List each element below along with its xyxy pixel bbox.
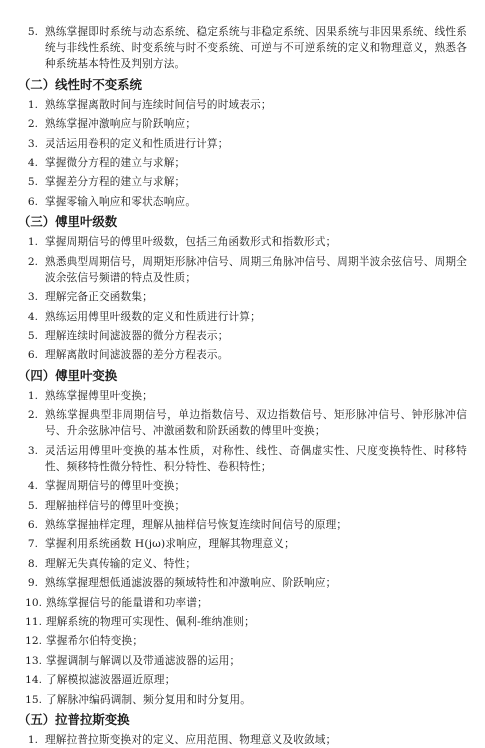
item-text: 掌握希尔伯特变换； [46,635,144,648]
item-text: 熟练掌握抽样定理，理解从抽样信号恢复连续时间信号的原理； [45,519,348,532]
item-text: 熟练掌握傅里叶变换； [45,389,153,402]
list-item [18,595,467,611]
list-item [18,155,467,171]
list-item [18,478,467,494]
item-number: 5. [27,26,38,38]
list-item [18,347,467,363]
item-number: 2. [27,255,38,268]
section-heading: （五）拉普拉斯变换 [18,711,130,727]
item-text: 熟练运用傅里叶级数的定义和性质进行计算； [45,310,261,323]
item-number: 3. [27,444,38,457]
item-text: 灵活运用卷积的定义和性质进行计算； [45,137,229,150]
item-number: 5. [27,176,38,189]
list-item [18,653,467,669]
item-text: 了解模拟滤波器逼近原理； [46,674,176,687]
item-number: 12. [25,635,42,648]
item-text: 理解连续时间滤波器的微分方程表示； [45,329,229,342]
list-item [18,498,467,514]
item-number: 1. [27,733,38,746]
item-number: 6. [27,349,38,362]
item-number: 5. [27,329,38,342]
item-text: 理解拉普拉斯变换对的定义、应用范围、物理意义及收敛域； [45,733,337,746]
item-text: 掌握微分方程的建立与求解； [45,156,186,169]
item-number: 7. [27,538,38,551]
item-number: 14. [25,674,42,687]
item-text: 灵活运用傅里叶变换的基本性质，对称性、线性、奇偶虚实性、尺度变换特性、时移特性、频移特性微分特性、积分特性、卷积特性； [45,444,467,473]
item-number: 6. [27,519,38,532]
item-number: 15. [25,693,42,706]
item-number: 6. [27,195,38,208]
list-item [18,633,467,649]
item-text: 掌握调制与解调以及带通滤波器的运用； [46,654,241,667]
list-item [18,97,467,113]
item-text: 掌握差分方程的建立与求解； [45,176,186,189]
item-text: 理解抽样信号的傅里叶变换； [45,499,186,512]
list-item [18,732,467,748]
list-item [18,692,467,708]
item-number: 5. [27,499,38,512]
item-number: 4. [27,480,38,493]
list-item [18,556,467,572]
item-number: 2. [27,409,38,422]
list-item [18,672,467,688]
list-item [18,116,467,132]
list-item [18,443,467,475]
list-item [18,614,467,630]
item-number: 1. [27,236,38,249]
list-item [18,254,467,286]
item-text: 掌握周期信号的傅里叶级数，包括三角函数形式和指数形式； [45,236,337,249]
section-heading: （二）线性时不变系统 [18,76,142,92]
item-text: 理解无失真传输的定义、特性； [45,557,197,570]
item-number: 1. [27,98,38,111]
item-text: 掌握零输入响应和零状态响应。 [45,195,197,208]
item-text: 熟悉典型周期信号，周期矩形脉冲信号、周期三角脉冲信号、周期半波余弦信号、周期全波余弦信号频谱的特点及性质； [45,255,467,284]
item-text: 了解脉冲编码调制、频分复用和时分复用。 [46,693,252,706]
item-number: 11. [25,616,42,628]
item-number: 2. [27,118,38,131]
list-item [18,194,467,210]
item-text: 熟练掌握即时系统与动态系统、稳定系统与非稳定系统、因果系统与非因果系统、线性系统与非线性系统、时变系统与时不变系统、可逆与不可逆系统的定义和物理意义，熟悉各种系统基本特性及判别方法。 [45,26,467,71]
list-item [18,517,467,533]
item-text: 熟练掌握典型非周期信号，单边指数信号、双边指数信号、矩形脉冲信号、钟形脉冲信号、升余弦脉冲信号、冲激函数和阶跃函数的傅里叶变换； [45,409,467,438]
list-item [18,136,467,152]
item-number: 3. [27,137,38,150]
item-text: 理解离散时间滤波器的差分方程表示。 [45,349,229,362]
list-item [18,289,467,305]
item-text: 熟练掌握冲激响应与阶跃响应； [45,118,197,131]
item-text: 熟练掌握离散时间与连续时间信号的时域表示； [45,98,272,111]
item-number: 3. [27,291,38,304]
list-item [18,174,467,190]
item-number: 4. [27,310,38,323]
section-heading: （三）傅里叶级数 [18,214,118,230]
list-item [18,407,467,439]
item-number: 9. [27,577,38,590]
list-item [18,309,467,325]
list-item [18,536,467,552]
item-text: 理解系统的物理可实现性、佩利-维纳准则； [46,616,255,628]
item-text: 掌握利用系统函数 H(jω)求响应，理解其物理意义； [45,538,295,551]
section-heading: （四）傅里叶变换 [18,367,118,383]
item-number: 4. [27,156,38,169]
item-number: 1. [27,389,38,402]
list-item [18,575,467,591]
item-number: 8. [27,557,38,570]
list-item [18,328,467,344]
item-text: 熟练掌握信号的能量谱和功率谱； [46,596,208,609]
list-item [18,234,467,250]
item-text: 掌握周期信号的傅里叶变换； [45,480,186,493]
item-text: 熟练掌握理想低通滤波器的频域特性和冲激响应、阶跃响应； [45,577,337,590]
item-number: 10. [25,596,42,609]
item-text: 理解完备正交函数集； [45,291,153,304]
sections [18,76,467,748]
item-number: 13. [25,654,42,667]
list-item [18,24,467,73]
list-item [18,388,467,404]
